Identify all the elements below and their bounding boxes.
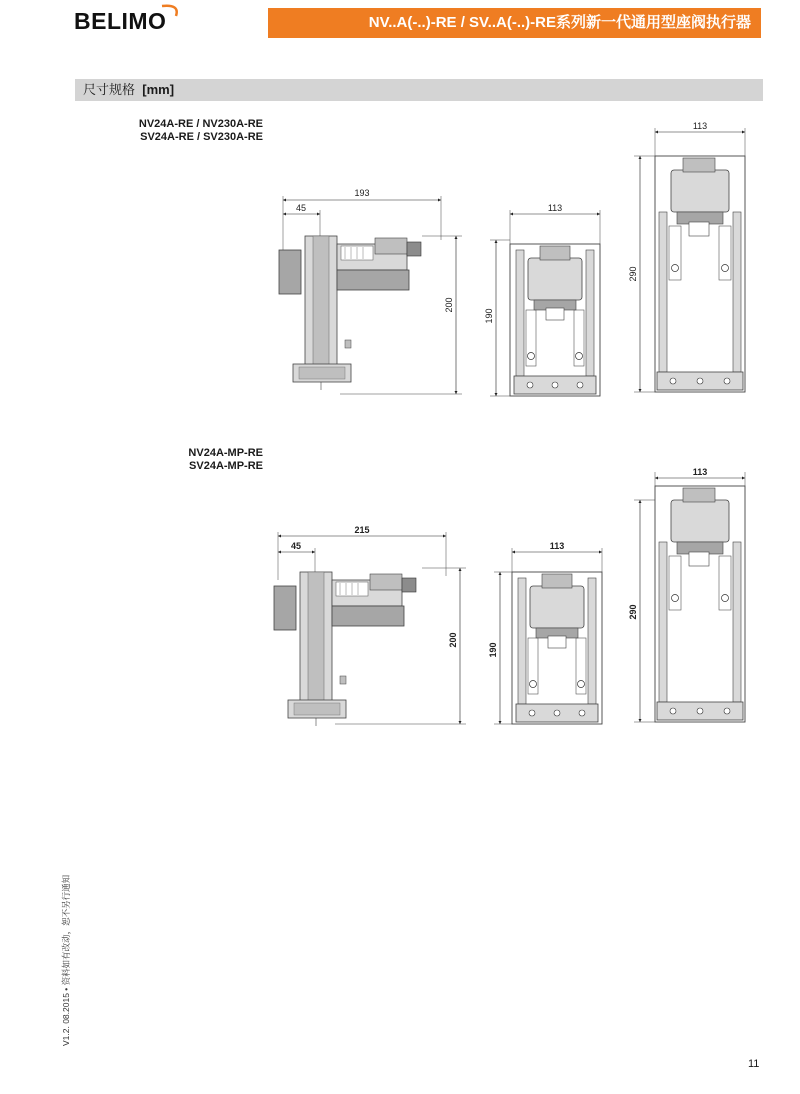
model-line: NV24A-MP-RE bbox=[188, 447, 263, 459]
model-line: SV24A-MP-RE bbox=[189, 460, 263, 472]
section-label: 尺寸规格 bbox=[83, 82, 136, 97]
group2-front-view bbox=[488, 541, 602, 724]
page-number: 11 bbox=[748, 1058, 760, 1070]
model-line: SV24A-RE / SV230A-RE bbox=[140, 131, 263, 143]
dim-front-width: 113 bbox=[549, 541, 565, 551]
dim-tall-height: 290 bbox=[628, 604, 638, 620]
dim-side-offset: 45 bbox=[295, 203, 307, 213]
dim-tall-width: 113 bbox=[692, 467, 708, 477]
group1-side-view bbox=[279, 188, 462, 394]
dim-side-offset: 45 bbox=[290, 541, 302, 551]
revision-note: V1.2. 08.2015 • 资料如有改动，恕不另行通知 bbox=[61, 874, 71, 1046]
dim-side-height: 200 bbox=[448, 632, 458, 648]
dim-side-width: 193 bbox=[354, 188, 370, 198]
group1-front-view bbox=[484, 203, 600, 396]
group2-tall-view bbox=[628, 467, 745, 722]
dim-side-height: 200 bbox=[444, 297, 454, 313]
document-title: NV..A(-..)-RE / SV..A(-..)-RE系列新一代通用型座阀执行器 bbox=[368, 14, 751, 31]
model-line: NV24A-RE / NV230A-RE bbox=[138, 118, 263, 130]
dim-front-width: 113 bbox=[547, 203, 563, 213]
dim-tall-height: 290 bbox=[628, 266, 638, 282]
logo-text: BELIMO bbox=[74, 8, 167, 34]
group1-tall-view bbox=[628, 121, 745, 392]
dim-front-height: 190 bbox=[484, 308, 494, 324]
group2-side-view bbox=[274, 525, 466, 726]
section-unit: [mm] bbox=[142, 82, 175, 97]
dim-front-height: 190 bbox=[488, 642, 498, 658]
dim-side-width: 215 bbox=[354, 525, 370, 535]
dim-tall-width: 113 bbox=[692, 121, 708, 131]
